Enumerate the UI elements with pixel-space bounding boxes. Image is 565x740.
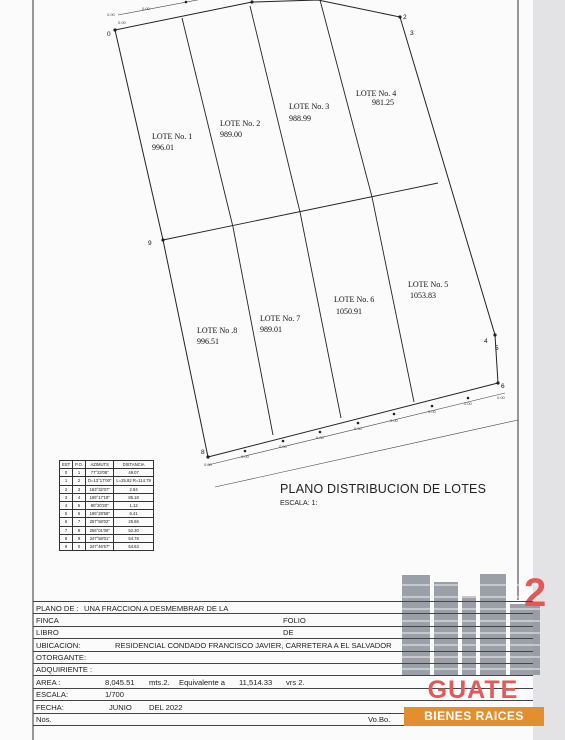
plano-label: PLANO DE :: [36, 603, 79, 613]
svg-text:0.00: 0.00: [279, 444, 287, 449]
table-cell: 2: [73, 477, 86, 485]
lot-6-area: 1050.91: [336, 307, 362, 316]
table-row: [60, 518, 154, 526]
street-line-top: [118, 0, 250, 15]
boundary-markers: [113, 0, 499, 458]
svg-text:0.00: 0.00: [428, 409, 436, 414]
table-cell: 1.12: [114, 501, 153, 509]
table-cell: 54.78: [114, 534, 153, 542]
fecha-year: DEL 2022: [149, 702, 183, 712]
svg-text:0.00: 0.00: [316, 435, 324, 440]
table-cell: 5: [73, 501, 86, 509]
equiv-label: Equivalente a: [179, 677, 226, 687]
lot-5-area: 1053.83: [410, 291, 436, 300]
svg-text:0.00: 0.00: [107, 12, 115, 17]
table-cell: 6: [60, 518, 73, 526]
lot-2-name: LOTE No. 2: [220, 119, 261, 128]
logo-numeral: 2: [524, 571, 547, 615]
lot-2-area: 989.00: [220, 130, 242, 139]
area-value: 8,045.51: [105, 677, 135, 687]
svg-text:0.00: 0.00: [390, 418, 398, 423]
table-cell: 256°01'06": [86, 526, 114, 534]
table-cell: 25.66: [114, 518, 153, 526]
table-cell: 0: [60, 469, 73, 477]
ubicacion-value: RESIDENCIAL CONDADO FRANCISCO JAVIER, CARRETERA A EL SALVADOR: [115, 640, 392, 650]
point-3: 3: [410, 30, 414, 37]
lot-divider-3-4: [320, 0, 372, 197]
table-cell: D=13°17'00": [86, 477, 114, 485]
table-row: [60, 510, 154, 518]
table-header-row: [60, 461, 154, 469]
table-row: [60, 493, 154, 501]
table-body: [60, 469, 154, 551]
table-cell: L=25.82 R=114.79: [114, 477, 153, 485]
table-row: [60, 542, 154, 550]
property-boundary: [115, 0, 498, 457]
vobo-label: Vo.Bo.: [368, 715, 391, 725]
svg-text:0.00: 0.00: [204, 462, 212, 467]
escala-value: 1/700: [105, 690, 125, 700]
table-row: [60, 485, 154, 493]
area-unit: mts.2.: [149, 677, 170, 687]
escala-label: ESCALA:: [36, 690, 69, 700]
finca-label: FINCA: [36, 615, 59, 625]
lot-7-name: LOTE No. 7: [260, 314, 301, 323]
nos-label: Nos.: [36, 715, 52, 725]
table-cell: 257°58'02": [86, 518, 114, 526]
plan-scale-label: ESCALA: 1:: [280, 500, 318, 507]
table-row: [60, 501, 154, 509]
table-cell: 3: [73, 485, 86, 493]
table-cell: 2: [60, 485, 73, 493]
row-otorgante: [33, 652, 533, 664]
table-cell: 5: [60, 510, 73, 518]
lot-labels: [152, 89, 448, 346]
logo-tagline: BIENES RAICES: [404, 707, 544, 726]
table-cell: 6: [73, 510, 86, 518]
equiv-value: 11,514.33: [239, 677, 273, 687]
point-9: 9: [148, 240, 152, 247]
point-4: 4: [484, 338, 488, 345]
point-0: 0: [107, 31, 111, 38]
table-cell: 49.07: [114, 469, 153, 477]
lot-5-name: LOTE No. 5: [408, 280, 449, 289]
table-header-cell: DISTANCIA: [114, 461, 153, 469]
azimuth-table: [59, 460, 154, 551]
lot-4-area: 981.25: [372, 98, 394, 107]
lot-divider-7-6: [300, 212, 341, 418]
table-cell: 4: [60, 501, 73, 509]
folio-label: FOLIO: [283, 615, 306, 625]
ubicacion-label: UBICACION:: [36, 640, 81, 650]
table-cell: 1: [73, 469, 86, 477]
table-header-cell: EST: [60, 461, 73, 469]
fecha-month: JUNIO: [109, 702, 132, 712]
table-cell: 347°46'57": [86, 542, 114, 550]
table-cell: 163°32'07": [86, 485, 114, 493]
table-cell: 0: [73, 542, 86, 550]
table-cell: 85.18: [114, 493, 153, 501]
lot-8-area: 996.51: [197, 337, 219, 346]
table-cell: 8: [60, 534, 73, 542]
lot-7-area: 989.01: [260, 325, 282, 334]
svg-text:0.00: 0.00: [241, 454, 249, 459]
table-cell: 7: [73, 518, 86, 526]
logo-brand: GUATE: [427, 676, 519, 704]
table-row: [60, 469, 154, 477]
row-adquiriente: [33, 664, 533, 676]
table-cell: 347°58'01": [86, 534, 114, 542]
lot-1-name: LOTE No. 1: [152, 132, 193, 141]
table-cell: 9: [60, 542, 73, 550]
table-cell: 77°23'08": [86, 469, 114, 477]
table-cell: 1: [60, 477, 73, 485]
plano-value: UNA FRACCION A DESMEMBRAR DE LA: [84, 603, 229, 613]
row-plano: [33, 601, 533, 614]
otorgante-label: OTORGANTE:: [36, 653, 87, 663]
svg-text:0.00: 0.00: [354, 426, 362, 431]
lot-8-name: LOTE No .8: [197, 326, 238, 335]
equiv-unit: vrs 2.: [286, 677, 305, 687]
street-tick-values: [107, 6, 506, 467]
row-finca: [33, 614, 533, 626]
point-2: 2: [403, 14, 407, 21]
point-8: 8: [201, 449, 205, 456]
lot-3-area: 988.99: [289, 114, 311, 123]
table-header-cell: AZIMUTS: [86, 461, 114, 469]
table-cell: 3: [60, 493, 73, 501]
table-cell: 80°20'20": [86, 501, 114, 509]
area-label: AREA :: [36, 677, 61, 687]
lot-4-name: LOTE No. 4: [356, 89, 397, 98]
svg-text:0.00: 0.00: [464, 401, 472, 406]
svg-text:0.00: 0.00: [497, 395, 505, 400]
table-header-cell: P.O.: [73, 461, 86, 469]
row-ubicacion: [33, 639, 533, 651]
plan-title: PLANO DISTRIBUCION DE LOTES: [280, 482, 487, 496]
row-libro: [33, 627, 533, 639]
de-label: DE: [283, 628, 294, 638]
libro-label: LIBRO: [36, 628, 59, 638]
lot-divider-middle: [163, 183, 438, 240]
table-row: [60, 477, 154, 485]
table-row: [60, 534, 154, 542]
point-labels: [107, 14, 505, 456]
lot-1-area: 996.01: [152, 143, 174, 152]
svg-text:0.00: 0.00: [118, 20, 126, 25]
table-cell: 8: [73, 526, 86, 534]
table-cell: 6.41: [114, 510, 153, 518]
lot-divider-6-5: [372, 197, 414, 402]
lot-6-name: LOTE No. 6: [334, 295, 375, 304]
table-cell: 165°28'58": [86, 510, 114, 518]
point-5: 5: [495, 345, 499, 352]
table-cell: 7: [60, 526, 73, 534]
table-cell: 9: [73, 534, 86, 542]
adquiriente-label: ADQUIRIENTE :: [36, 665, 93, 675]
table-cell: 52.30: [114, 526, 153, 534]
table-cell: 4: [73, 493, 86, 501]
table-cell: 54.63: [114, 542, 153, 550]
svg-text:0.00: 0.00: [142, 6, 150, 11]
fecha-label: FECHA:: [36, 702, 64, 712]
lot-3-name: LOTE No. 3: [289, 102, 330, 111]
table-cell: 2.84: [114, 485, 153, 493]
street-line-bottom-outer: [215, 420, 518, 487]
table-row: [60, 526, 154, 534]
point-6: 6: [501, 383, 505, 390]
table-cell: 165°17'18": [86, 493, 114, 501]
